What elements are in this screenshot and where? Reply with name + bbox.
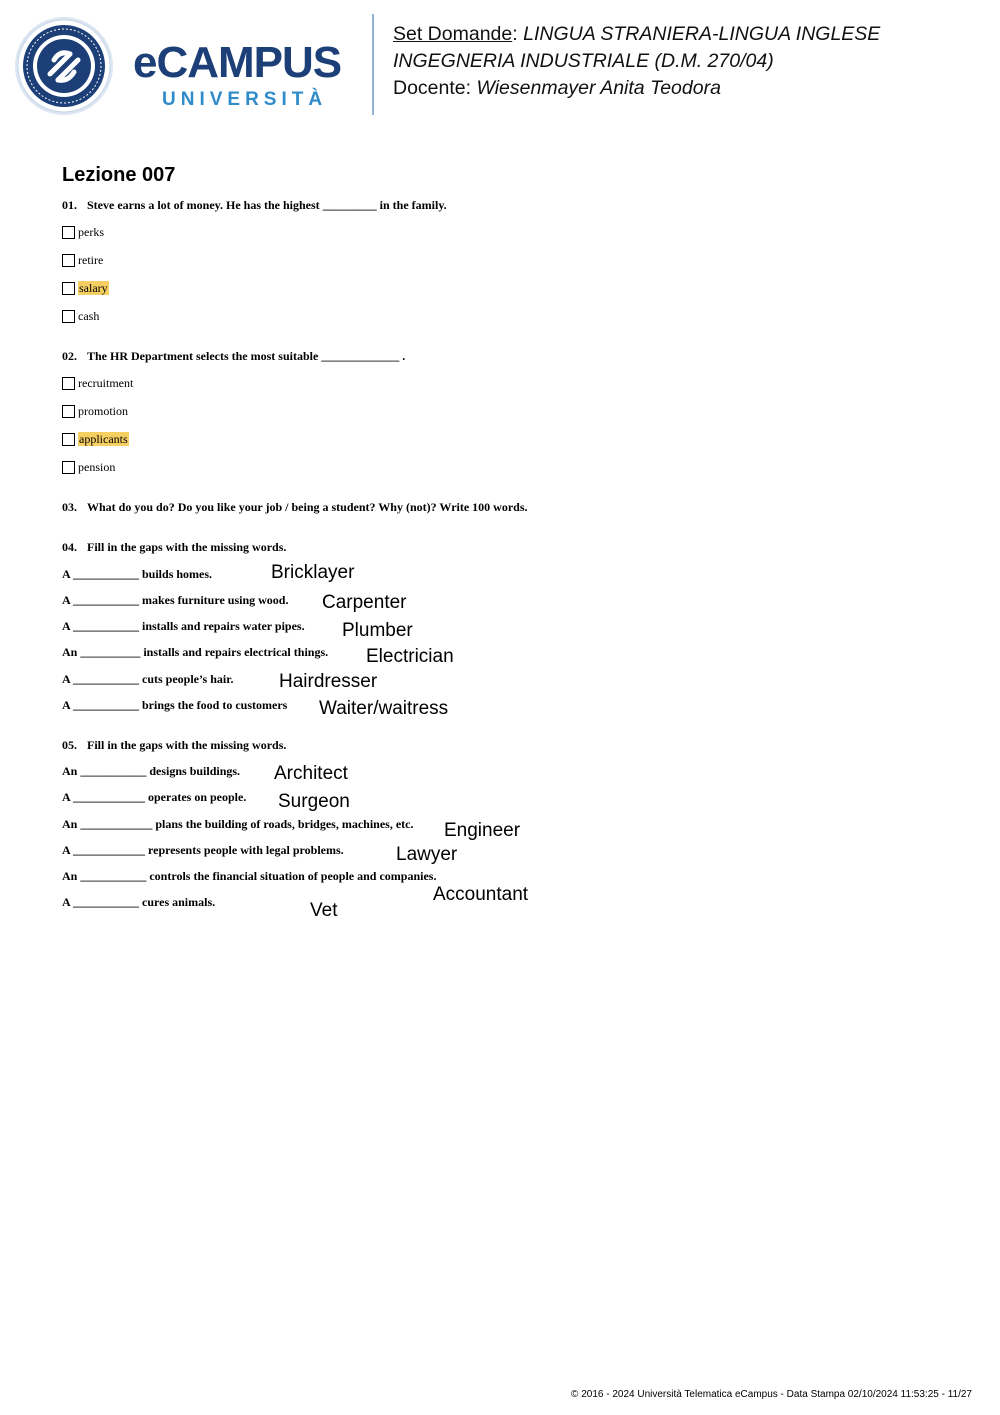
option-pension[interactable] <box>62 459 115 475</box>
checkbox[interactable] <box>62 282 75 295</box>
set-title-line-2: INGEGNERIA INDUSTRIALE (D.M. 270/04) <box>393 50 774 72</box>
question-number: 03. <box>62 500 77 514</box>
gap-answer: Vet <box>310 900 338 921</box>
logo-wordmark: eCAMPUS <box>133 38 342 87</box>
gap-answer: Carpenter <box>322 592 407 613</box>
gap-sentence: A ___________ builds homes. <box>62 567 213 581</box>
checkbox[interactable] <box>62 226 75 239</box>
question-text: Fill in the gaps with the missing words. <box>87 540 287 554</box>
option-label-highlighted: applicants <box>79 432 128 446</box>
gap-sentence: A ___________ cures animals. <box>62 895 216 909</box>
gap-answer: Plumber <box>342 620 413 641</box>
option-cash[interactable] <box>62 308 99 324</box>
gap-answer: Engineer <box>444 820 521 841</box>
gap-answer: Lawyer <box>396 844 458 865</box>
checkbox[interactable] <box>62 405 75 418</box>
option-promotion[interactable] <box>62 403 128 419</box>
teacher-label: Docente <box>393 77 466 99</box>
gap-answer: Hairdresser <box>279 671 378 692</box>
option-label: perks <box>78 225 104 239</box>
gap-sentence: An ____________ plans the building of roads, bridges, machines, etc. <box>62 817 414 831</box>
set-domande-line: Set Domande: LINGUA STRANIERA-LINGUA INGLESE <box>393 23 881 45</box>
option-label: cash <box>78 309 100 323</box>
set-domande-label: Set Domande <box>393 23 513 45</box>
question-number: 02. <box>62 349 77 363</box>
option-label: pension <box>78 460 116 474</box>
question-text: Steve earns a lot of money. He has the highest _________ in the family. <box>87 198 447 212</box>
question-number: 04. <box>62 540 77 554</box>
question-number: 05. <box>62 738 77 752</box>
option-label: retire <box>78 253 104 267</box>
option-salary[interactable] <box>62 280 109 296</box>
teacher-line: Docente: Wiesenmayer Anita Teodora <box>393 77 721 99</box>
question-02 <box>62 349 405 364</box>
question-03 <box>62 500 528 515</box>
question-text: Fill in the gaps with the missing words. <box>87 738 287 752</box>
option-recruitment[interactable] <box>62 375 133 391</box>
teacher-name: Wiesenmayer Anita Teodora <box>476 77 721 99</box>
checkbox[interactable] <box>62 254 75 267</box>
gap-answer: Accountant <box>433 884 529 905</box>
gap-answer: Architect <box>274 763 348 784</box>
question-text: The HR Department selects the most suitable _____________ . <box>87 349 406 363</box>
gap-sentence: A ____________ represents people with legal problems. <box>62 843 344 857</box>
lesson-title: Lezione 007 <box>62 164 176 186</box>
gap-sentence: A ____________ operates on people. <box>62 790 247 804</box>
set-title-line-1: LINGUA STRANIERA-LINGUA INGLESE <box>523 23 881 45</box>
question-01 <box>62 198 447 213</box>
gap-sentence: A ___________ installs and repairs water pipes. <box>62 619 305 633</box>
option-retire[interactable] <box>62 252 103 268</box>
option-applicants[interactable] <box>62 431 129 447</box>
option-label: recruitment <box>78 376 134 390</box>
option-label-highlighted: salary <box>79 281 108 295</box>
gap-answer: Electrician <box>366 646 454 667</box>
gap-sentence: An ___________ controls the financial situation of people and companies. <box>62 869 437 883</box>
ecampus-seal-icon <box>14 16 114 116</box>
checkbox[interactable] <box>62 433 75 446</box>
question-05 <box>62 738 286 753</box>
gap-sentence: A ___________ cuts people’s hair. <box>62 672 234 686</box>
question-04 <box>62 540 286 555</box>
gap-sentence: A ___________ makes furniture using wood. <box>62 593 289 607</box>
gap-sentence: An ___________ designs buildings. <box>62 764 241 778</box>
set-title-line-2-row <box>393 48 774 75</box>
checkbox[interactable] <box>62 377 75 390</box>
gap-sentence: An __________ installs and repairs electrical things. <box>62 645 329 659</box>
gap-answer: Surgeon <box>278 791 350 812</box>
page-footer: © 2016 - 2024 Università Telematica eCampus - Data Stampa 02/10/2024 11:53:25 - 11/27 <box>571 1389 972 1400</box>
question-number: 01. <box>62 198 77 212</box>
gap-sentence: A ___________ brings the food to customers <box>62 698 288 712</box>
logo-subtitle: UNIVERSITÀ <box>162 89 328 110</box>
option-perks[interactable] <box>62 224 104 240</box>
gap-answer: Bricklayer <box>271 562 355 583</box>
gap-answer: Waiter/waitress <box>319 698 449 719</box>
checkbox[interactable] <box>62 310 75 323</box>
checkbox[interactable] <box>62 461 75 474</box>
question-text: What do you do? Do you like your job / being a student? Why (not)? Write 100 words. <box>87 500 528 514</box>
option-label: promotion <box>78 404 128 418</box>
header-divider <box>372 14 374 115</box>
